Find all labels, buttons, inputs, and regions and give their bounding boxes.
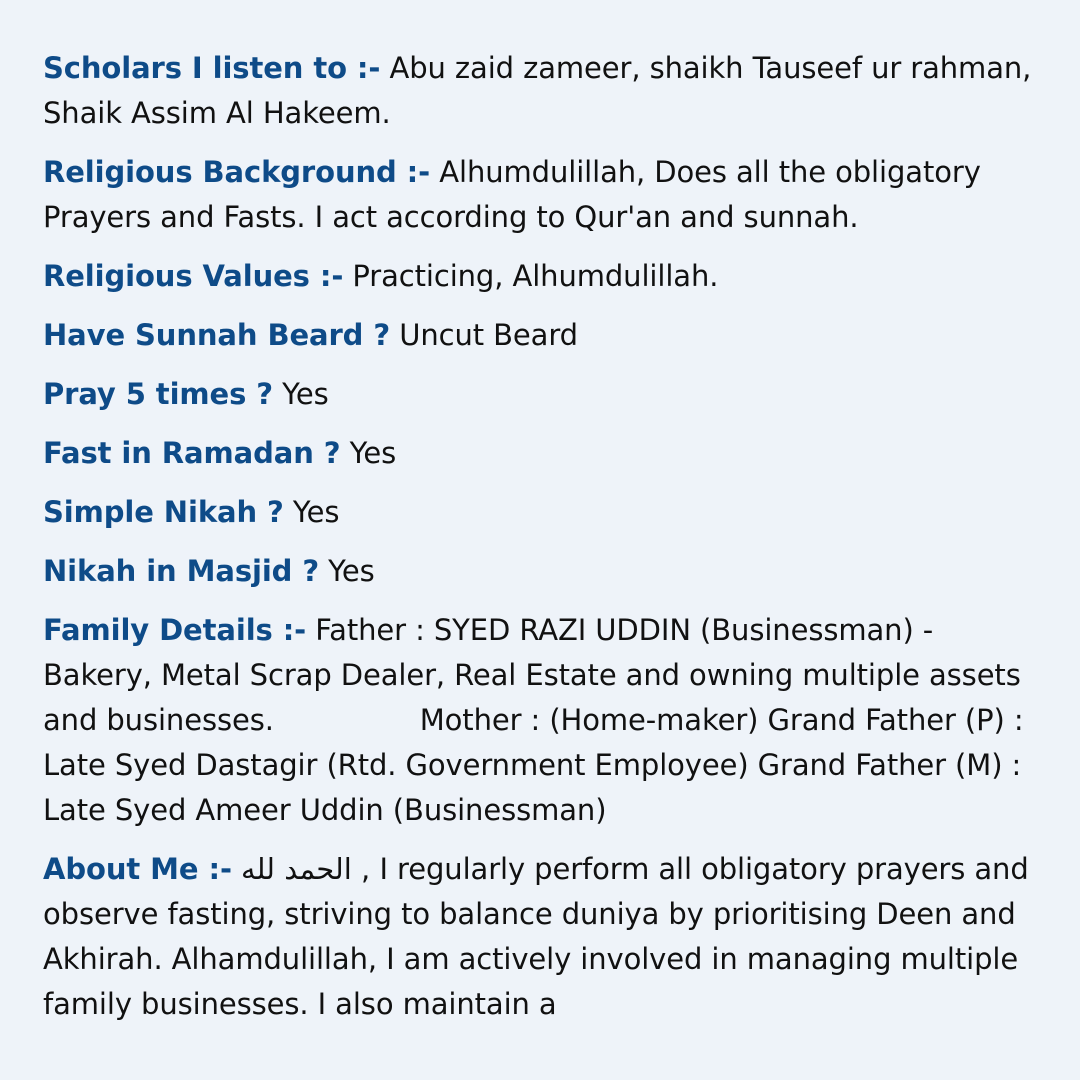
- religious-background-value: Alhumdulillah, Does all the obligatory Prayers and Fasts. I act according to Qur'an and sunnah.: [43, 155, 990, 234]
- simple-nikah-entry: [43, 490, 1042, 535]
- nikah-in-masjid-entry: [43, 549, 1042, 594]
- sunnah-beard-entry: [43, 313, 1042, 358]
- religious-background-entry: [43, 150, 1042, 240]
- pray-five-times-entry: [43, 372, 1042, 417]
- pray-five-times-value: Yes: [272, 377, 329, 411]
- fast-in-ramadan-label: Fast in Ramadan ?: [43, 436, 341, 470]
- family-details-entry: [43, 608, 1042, 833]
- religious-values-label: Religious Values :-: [43, 259, 344, 293]
- scholars-label: Scholars I listen to :-: [43, 51, 381, 85]
- about-me-entry: [43, 847, 1042, 1027]
- fast-in-ramadan-entry: [43, 431, 1042, 476]
- simple-nikah-label: Simple Nikah ?: [43, 495, 284, 529]
- sunnah-beard-label: Have Sunnah Beard ?: [43, 318, 391, 352]
- sunnah-beard-value: Uncut Beard: [390, 318, 578, 352]
- religious-background-label: Religious Background :-: [43, 155, 431, 189]
- religious-values-entry: [43, 254, 1042, 299]
- religious-values-value: Practicing, Alhumdulillah.: [343, 259, 719, 293]
- scholars-value: Abu zaid zameer, shaikh Tauseef ur rahman, Shaik Assim Al Hakeem.: [43, 51, 1041, 130]
- about-me-label: About Me :-: [43, 852, 232, 886]
- pray-five-times-label: Pray 5 times ?: [43, 377, 273, 411]
- simple-nikah-value: Yes: [283, 495, 340, 529]
- scholars-entry: [43, 46, 1042, 136]
- fast-in-ramadan-value: Yes: [340, 436, 397, 470]
- nikah-in-masjid-value: Yes: [319, 554, 375, 588]
- family-details-value: Father : SYED RAZI UDDIN (Businessman) - Bakery, Metal Scrap Dealer, Real Estate and owning multiple assets and businesses. Mother : (Home-maker) Grand Father (P) : Late Syed Dastagir (Rtd. Government Employee) Grand Father (M) : Late Syed Ameer Uddin (Businessman): [43, 613, 1033, 827]
- about-me-arabic-text: الحمد لله: [241, 852, 352, 886]
- family-details-label: Family Details :-: [43, 613, 307, 647]
- nikah-in-masjid-label: Nikah in Masjid ?: [43, 554, 320, 588]
- about-me-value: , I regularly perform all obligatory prayers and observe fasting, striving to balance duniya by prioritising Deen and Akhirah. Alhamdulillah, I am actively involved in managing multiple family businesses. I also maintain a: [43, 852, 1038, 1021]
